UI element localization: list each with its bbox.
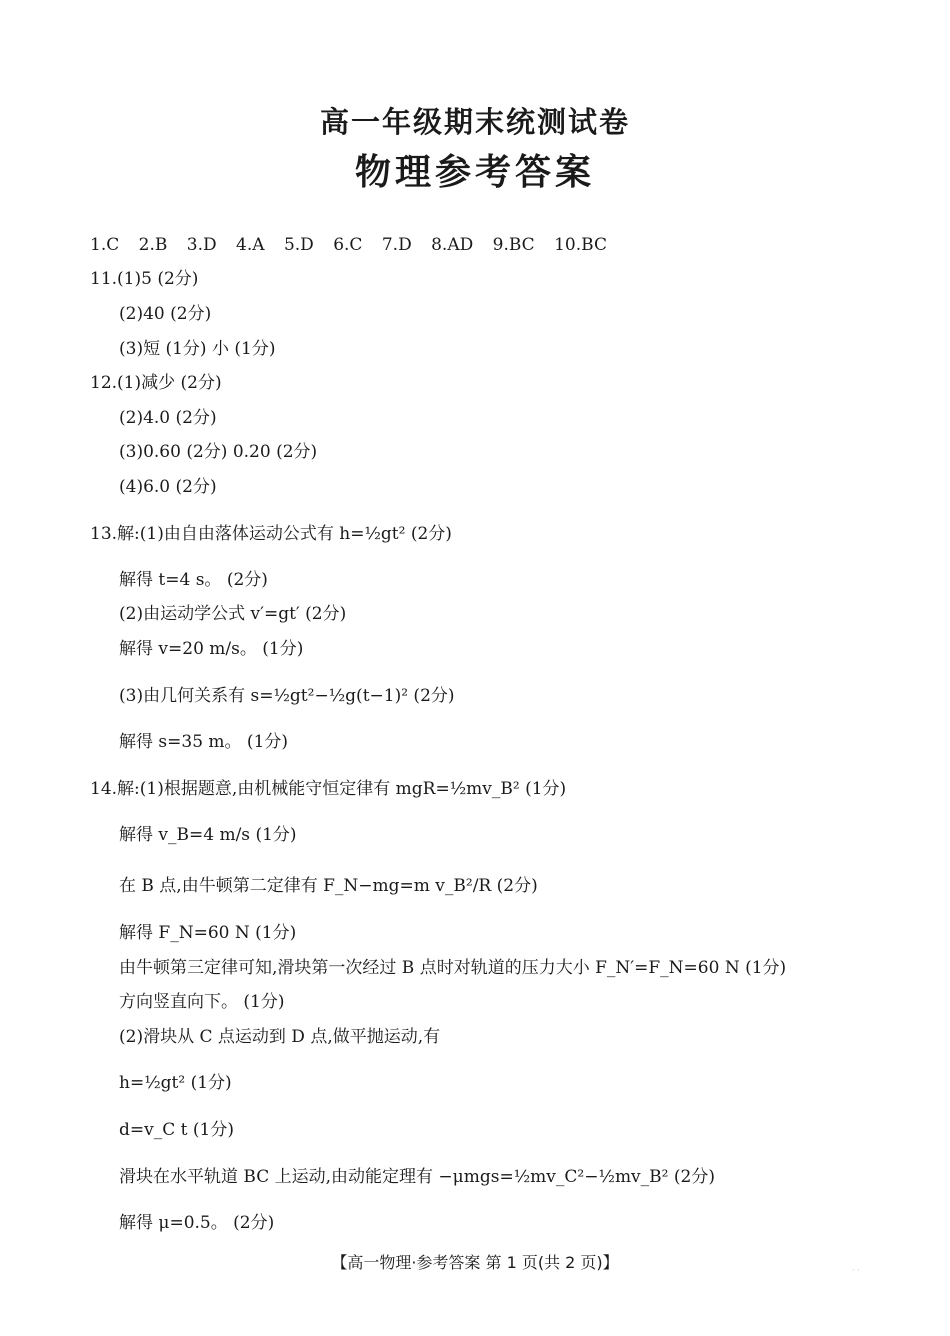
answer-line: 解得 v_B=4 m/s (1分) [119, 825, 297, 845]
answer-line: 解得 v=20 m/s。 (1分) [119, 639, 304, 659]
answer-line: (3)由几何关系有 s=½gt²−½g(t−1)² (2分) [119, 686, 455, 706]
answer-line: 13.解:(1)由自由落体运动公式有 h=½gt² (2分) [90, 524, 452, 544]
mc-answer: 8.AD [431, 235, 474, 255]
answer-line: (2)由运动学公式 v′=gt′ (2分) [119, 604, 347, 624]
answer-line: 滑块在水平轨道 BC 上运动,由动能定理有 −μmgs=½mv_C²−½mv_B² (2分) [119, 1167, 715, 1187]
mc-answer: 10.BC [554, 235, 607, 255]
mc-answer: 9.BC [492, 235, 535, 255]
answer-line: 14.解:(1)根据题意,由机械能守恒定律有 mgR=½mv_B² (1分) [90, 779, 567, 799]
answer-line: 解得 F_N=60 N (1分) [119, 923, 297, 943]
mc-answer: 7.D [381, 235, 412, 255]
answer-line: 解得 t=4 s。 (2分) [119, 570, 268, 590]
answer-line: (2)4.0 (2分) [119, 408, 217, 428]
mc-answer: 2.B [138, 235, 168, 255]
mc-answer: 3.D [186, 235, 217, 255]
answer-line: (3)短 (1分) 小 (1分) [119, 339, 276, 359]
multiple-choice-answers [90, 234, 621, 256]
answer-line: 12.(1)减少 (2分) [90, 373, 222, 393]
answer-line: 在 B 点,由牛顿第二定律有 F_N−mg=m v_B²/R (2分) [119, 876, 538, 896]
mc-answer: 4.A [236, 235, 265, 255]
answer-line: 解得 μ=0.5。 (2分) [119, 1213, 275, 1233]
answer-line: (4)6.0 (2分) [119, 477, 217, 497]
answer-key-title: 物理参考答案 [354, 152, 595, 193]
answer-line: (2)滑块从 C 点运动到 D 点,做平抛运动,有 [119, 1027, 441, 1047]
exam-title: 高一年级期末统测试卷 [319, 105, 630, 139]
mc-answer: 5.D [283, 235, 314, 255]
page-footer: 【高一物理·参考答案 第 1 页(共 2 页)】 [331, 1253, 619, 1272]
answer-line: h=½gt² (1分) [119, 1073, 232, 1093]
answer-line: 11.(1)5 (2分) [90, 269, 199, 289]
answer-line: (2)40 (2分) [119, 304, 212, 324]
answer-line: 方向竖直向下。 (1分) [119, 992, 285, 1012]
mc-answer: 6.C [333, 235, 363, 255]
answer-line: 由牛顿第三定律可知,滑块第一次经过 B 点时对轨道的压力大小 F_N′=F_N=60 N (1分) [119, 958, 787, 978]
corner-mark: · · [852, 1266, 860, 1275]
mc-answer: 1.C [90, 235, 120, 255]
answer-line: d=v_C t (1分) [119, 1120, 234, 1140]
answer-line: 解得 s=35 m。 (1分) [119, 732, 289, 752]
answer-line: (3)0.60 (2分) 0.20 (2分) [119, 442, 318, 462]
